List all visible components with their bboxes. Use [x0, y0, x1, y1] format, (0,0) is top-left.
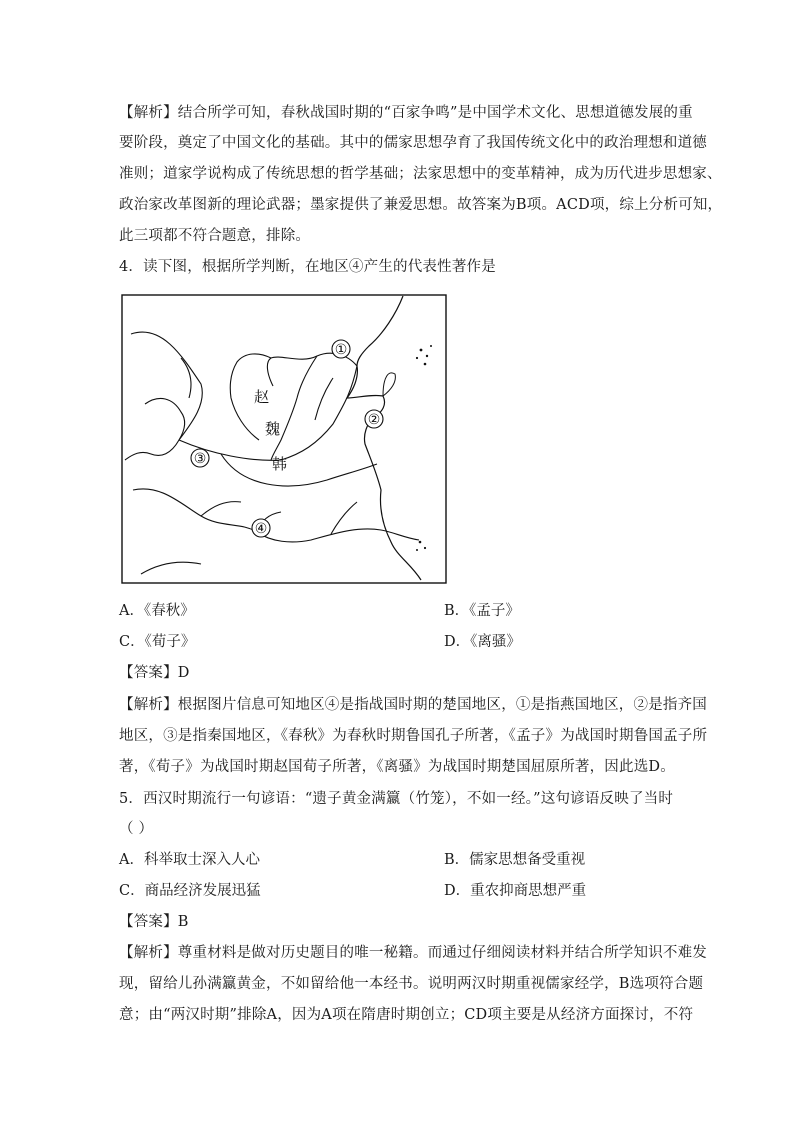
q5-analysis-line-3: 意；由“两汉时期”排除A，因为A项在隋唐时期创立；CD项主要是从经济方面探讨，不符: [119, 1007, 694, 1023]
q5-answer: 【答案】B: [119, 914, 189, 930]
q4-option-b: B．《孟子》: [444, 603, 520, 619]
label-han: 韩: [272, 455, 288, 473]
label-zhao: 赵: [254, 388, 270, 406]
q4-option-c: C．《荀子》: [119, 634, 196, 650]
q5-option-c: C．商品经济发展迅猛: [119, 883, 261, 899]
q5-analysis-line-2: 现，留给儿孙满籝黄金，不如留给他一本经书。说明两汉时期重视儒家经学，B选项符合题: [119, 976, 704, 992]
q5-stem-line-2: （ ）: [119, 821, 154, 837]
q4-stem: 4．读下图，根据所学判断，在地区④产生的代表性著作是: [119, 259, 496, 275]
q4-analysis-line-2: 地区，③是指秦国地区，《春秋》为春秋时期鲁国孔子所著，《孟子》为战国时期鲁国孟子所: [119, 728, 708, 744]
q4-analysis-line-3: 著，《荀子》为战国时期赵国荀子所著，《离骚》为战国时期楚国屈原所著，因此选D。: [119, 759, 675, 775]
marker-1: ①: [334, 342, 348, 358]
q5-option-b: B．儒家思想备受重视: [444, 852, 586, 868]
label-wei: 魏: [265, 420, 281, 438]
warring-states-map: [121, 294, 447, 584]
marker-4: ④: [254, 521, 268, 537]
q4-analysis-line-1: 【解析】根据图片信息可知地区④是指战国时期的楚国地区，①是指燕国地区，②是指齐国: [119, 697, 707, 713]
q3-analysis-line-2: 要阶段，奠定了中国文化的基础。其中的儒家思想孕育了我国传统文化中的政治理想和道德: [119, 135, 707, 151]
q5-analysis-line-1: 【解析】尊重材料是做对历史题目的唯一秘籍。而通过仔细阅读材料并结合所学知识不难发: [119, 945, 707, 961]
q5-stem-line-1: 5．西汉时期流行一句谚语：“遗子黄金满籝（竹笼），不如一经。”这句谚语反映了当时: [119, 791, 674, 807]
q4-option-a: A．《春秋》: [119, 603, 195, 619]
marker-2: ②: [367, 412, 381, 428]
q5-option-d: D．重农抑商思想严重: [444, 883, 587, 899]
q4-option-d: D．《离骚》: [444, 634, 521, 650]
q3-analysis-line-3: 准则；道家学说构成了传统思想的哲学基础；法家思想中的变革精神，成为历代进步思想家、: [119, 166, 722, 182]
q3-analysis-line-1: 【解析】结合所学可知，春秋战国时期的“百家争鸣”是中国学术文化、思想道德发展的重: [119, 105, 693, 121]
q3-analysis-line-4: 政治家改革图新的理论武器；墨家提供了兼爱思想。故答案为B项。ACD项，综上分析可知，: [119, 197, 723, 213]
q3-analysis-line-5: 此三项都不符合题意，排除。: [119, 228, 311, 244]
marker-3: ③: [193, 451, 207, 467]
q5-option-a: A．科举取士深入人心: [119, 852, 260, 868]
q4-answer: 【答案】D: [119, 665, 190, 681]
